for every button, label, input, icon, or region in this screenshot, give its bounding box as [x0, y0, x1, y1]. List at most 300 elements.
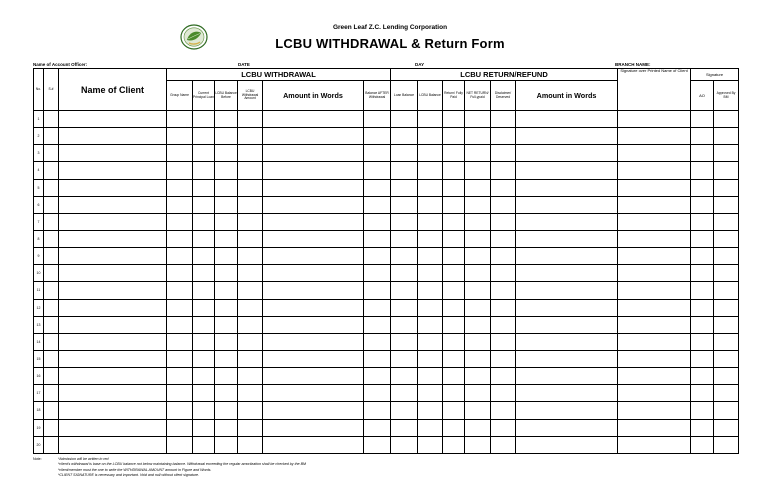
return-fully-paid-field[interactable] [443, 368, 465, 385]
ao-signature-field[interactable] [691, 265, 714, 282]
lcbu-withdrawal-amount-field[interactable] [238, 111, 263, 128]
current-principal-loan-field[interactable] [193, 316, 215, 333]
client-name-field[interactable] [59, 145, 167, 162]
net-return-field[interactable] [465, 436, 491, 453]
return-amount-in-words-field[interactable] [516, 128, 618, 145]
group-name-field[interactable] [167, 350, 193, 367]
return-amount-in-words-field[interactable] [516, 385, 618, 402]
lcbu-balance-field[interactable] [418, 402, 443, 419]
bm-approval-field[interactable] [714, 402, 739, 419]
return-amount-in-words-field[interactable] [516, 368, 618, 385]
lcbu-withdrawal-amount-field[interactable] [238, 333, 263, 350]
client-name-field[interactable] [59, 350, 167, 367]
return-fully-paid-field[interactable] [443, 128, 465, 145]
lcbu-balance-field[interactable] [418, 248, 443, 265]
balance-after-withdrawal-field[interactable] [364, 316, 391, 333]
net-return-field[interactable] [465, 385, 491, 402]
lcbu-withdrawal-amount-field[interactable] [238, 299, 263, 316]
net-return-field[interactable] [465, 402, 491, 419]
client-signature-field[interactable] [618, 196, 691, 213]
loan-balance-field[interactable] [391, 196, 418, 213]
client-name-field[interactable] [59, 436, 167, 453]
lcbu-balance-before-field[interactable] [215, 350, 238, 367]
return-fully-paid-field[interactable] [443, 436, 465, 453]
client-name-field[interactable] [59, 213, 167, 230]
disclaimer-deserved-field[interactable] [491, 196, 516, 213]
lcbu-withdrawal-amount-field[interactable] [238, 385, 263, 402]
return-fully-paid-field[interactable] [443, 316, 465, 333]
return-amount-in-words-field[interactable] [516, 299, 618, 316]
disclaimer-deserved-field[interactable] [491, 265, 516, 282]
group-name-field[interactable] [167, 368, 193, 385]
lcbu-balance-field[interactable] [418, 145, 443, 162]
bm-approval-field[interactable] [714, 316, 739, 333]
lcbu-balance-before-field[interactable] [215, 419, 238, 436]
net-return-field[interactable] [465, 419, 491, 436]
current-principal-loan-field[interactable] [193, 368, 215, 385]
bm-approval-field[interactable] [714, 419, 739, 436]
withdrawal-amount-in-words-field[interactable] [263, 402, 364, 419]
loan-balance-field[interactable] [391, 436, 418, 453]
lcbu-withdrawal-amount-field[interactable] [238, 162, 263, 179]
client-signature-field[interactable] [618, 350, 691, 367]
loan-balance-field[interactable] [391, 419, 418, 436]
balance-after-withdrawal-field[interactable] [364, 402, 391, 419]
return-fully-paid-field[interactable] [443, 145, 465, 162]
bm-approval-field[interactable] [714, 162, 739, 179]
client-name-field[interactable] [59, 316, 167, 333]
return-fully-paid-field[interactable] [443, 333, 465, 350]
lcbu-balance-field[interactable] [418, 436, 443, 453]
lcbu-withdrawal-amount-field[interactable] [238, 213, 263, 230]
withdrawal-amount-in-words-field[interactable] [263, 368, 364, 385]
current-principal-loan-field[interactable] [193, 196, 215, 213]
return-fully-paid-field[interactable] [443, 282, 465, 299]
lcbu-balance-before-field[interactable] [215, 385, 238, 402]
lcbu-withdrawal-amount-field[interactable] [238, 265, 263, 282]
ao-signature-field[interactable] [691, 230, 714, 247]
withdrawal-amount-in-words-field[interactable] [263, 196, 364, 213]
client-name-field[interactable] [59, 368, 167, 385]
lcbu-withdrawal-amount-field[interactable] [238, 248, 263, 265]
client-signature-field[interactable] [618, 230, 691, 247]
loan-balance-field[interactable] [391, 282, 418, 299]
lcbu-balance-before-field[interactable] [215, 230, 238, 247]
lcbu-balance-before-field[interactable] [215, 213, 238, 230]
return-amount-in-words-field[interactable] [516, 333, 618, 350]
ao-signature-field[interactable] [691, 179, 714, 196]
withdrawal-amount-in-words-field[interactable] [263, 145, 364, 162]
return-fully-paid-field[interactable] [443, 385, 465, 402]
return-fully-paid-field[interactable] [443, 248, 465, 265]
client-signature-field[interactable] [618, 111, 691, 128]
net-return-field[interactable] [465, 145, 491, 162]
withdrawal-amount-in-words-field[interactable] [263, 316, 364, 333]
return-fully-paid-field[interactable] [443, 179, 465, 196]
lcbu-balance-field[interactable] [418, 316, 443, 333]
disclaimer-deserved-field[interactable] [491, 111, 516, 128]
disclaimer-deserved-field[interactable] [491, 419, 516, 436]
balance-after-withdrawal-field[interactable] [364, 196, 391, 213]
group-name-field[interactable] [167, 179, 193, 196]
net-return-field[interactable] [465, 128, 491, 145]
lcbu-balance-before-field[interactable] [215, 316, 238, 333]
bm-approval-field[interactable] [714, 333, 739, 350]
balance-after-withdrawal-field[interactable] [364, 333, 391, 350]
loan-balance-field[interactable] [391, 145, 418, 162]
client-name-field[interactable] [59, 299, 167, 316]
return-fully-paid-field[interactable] [443, 299, 465, 316]
lcbu-balance-field[interactable] [418, 196, 443, 213]
return-fully-paid-field[interactable] [443, 419, 465, 436]
client-signature-field[interactable] [618, 419, 691, 436]
disclaimer-deserved-field[interactable] [491, 230, 516, 247]
current-principal-loan-field[interactable] [193, 265, 215, 282]
return-amount-in-words-field[interactable] [516, 179, 618, 196]
lcbu-balance-before-field[interactable] [215, 265, 238, 282]
disclaimer-deserved-field[interactable] [491, 299, 516, 316]
ao-signature-field[interactable] [691, 196, 714, 213]
balance-after-withdrawal-field[interactable] [364, 230, 391, 247]
balance-after-withdrawal-field[interactable] [364, 179, 391, 196]
loan-balance-field[interactable] [391, 265, 418, 282]
net-return-field[interactable] [465, 350, 491, 367]
lcbu-balance-before-field[interactable] [215, 368, 238, 385]
disclaimer-deserved-field[interactable] [491, 316, 516, 333]
bm-approval-field[interactable] [714, 179, 739, 196]
lcbu-balance-field[interactable] [418, 111, 443, 128]
disclaimer-deserved-field[interactable] [491, 179, 516, 196]
disclaimer-deserved-field[interactable] [491, 333, 516, 350]
current-principal-loan-field[interactable] [193, 111, 215, 128]
balance-after-withdrawal-field[interactable] [364, 419, 391, 436]
bm-approval-field[interactable] [714, 436, 739, 453]
ao-signature-field[interactable] [691, 111, 714, 128]
group-name-field[interactable] [167, 248, 193, 265]
withdrawal-amount-in-words-field[interactable] [263, 436, 364, 453]
client-signature-field[interactable] [618, 213, 691, 230]
lcbu-balance-before-field[interactable] [215, 111, 238, 128]
ao-signature-field[interactable] [691, 316, 714, 333]
lcbu-balance-field[interactable] [418, 162, 443, 179]
ao-signature-field[interactable] [691, 436, 714, 453]
net-return-field[interactable] [465, 162, 491, 179]
balance-after-withdrawal-field[interactable] [364, 162, 391, 179]
disclaimer-deserved-field[interactable] [491, 162, 516, 179]
group-name-field[interactable] [167, 265, 193, 282]
balance-after-withdrawal-field[interactable] [364, 436, 391, 453]
return-amount-in-words-field[interactable] [516, 230, 618, 247]
lcbu-balance-before-field[interactable] [215, 145, 238, 162]
withdrawal-amount-in-words-field[interactable] [263, 299, 364, 316]
client-name-field[interactable] [59, 248, 167, 265]
disclaimer-deserved-field[interactable] [491, 368, 516, 385]
net-return-field[interactable] [465, 368, 491, 385]
lcbu-balance-before-field[interactable] [215, 162, 238, 179]
bm-approval-field[interactable] [714, 196, 739, 213]
loan-balance-field[interactable] [391, 402, 418, 419]
lcbu-balance-field[interactable] [418, 368, 443, 385]
group-name-field[interactable] [167, 162, 193, 179]
ao-signature-field[interactable] [691, 128, 714, 145]
lcbu-withdrawal-amount-field[interactable] [238, 196, 263, 213]
return-fully-paid-field[interactable] [443, 350, 465, 367]
bm-approval-field[interactable] [714, 111, 739, 128]
client-signature-field[interactable] [618, 402, 691, 419]
net-return-field[interactable] [465, 196, 491, 213]
lcbu-balance-before-field[interactable] [215, 196, 238, 213]
withdrawal-amount-in-words-field[interactable] [263, 385, 364, 402]
client-name-field[interactable] [59, 265, 167, 282]
lcbu-balance-before-field[interactable] [215, 179, 238, 196]
loan-balance-field[interactable] [391, 111, 418, 128]
return-fully-paid-field[interactable] [443, 265, 465, 282]
ao-signature-field[interactable] [691, 299, 714, 316]
net-return-field[interactable] [465, 265, 491, 282]
client-signature-field[interactable] [618, 265, 691, 282]
balance-after-withdrawal-field[interactable] [364, 385, 391, 402]
group-name-field[interactable] [167, 299, 193, 316]
lcbu-balance-field[interactable] [418, 385, 443, 402]
lcbu-balance-before-field[interactable] [215, 333, 238, 350]
current-principal-loan-field[interactable] [193, 436, 215, 453]
bm-approval-field[interactable] [714, 128, 739, 145]
ao-signature-field[interactable] [691, 162, 714, 179]
lcbu-withdrawal-amount-field[interactable] [238, 316, 263, 333]
group-name-field[interactable] [167, 213, 193, 230]
client-signature-field[interactable] [618, 436, 691, 453]
disclaimer-deserved-field[interactable] [491, 350, 516, 367]
net-return-field[interactable] [465, 111, 491, 128]
client-name-field[interactable] [59, 402, 167, 419]
balance-after-withdrawal-field[interactable] [364, 248, 391, 265]
return-amount-in-words-field[interactable] [516, 402, 618, 419]
current-principal-loan-field[interactable] [193, 179, 215, 196]
return-amount-in-words-field[interactable] [516, 196, 618, 213]
net-return-field[interactable] [465, 213, 491, 230]
loan-balance-field[interactable] [391, 179, 418, 196]
client-signature-field[interactable] [618, 162, 691, 179]
disclaimer-deserved-field[interactable] [491, 282, 516, 299]
bm-approval-field[interactable] [714, 368, 739, 385]
group-name-field[interactable] [167, 230, 193, 247]
loan-balance-field[interactable] [391, 230, 418, 247]
lcbu-balance-field[interactable] [418, 282, 443, 299]
return-amount-in-words-field[interactable] [516, 265, 618, 282]
lcbu-balance-before-field[interactable] [215, 248, 238, 265]
withdrawal-amount-in-words-field[interactable] [263, 213, 364, 230]
lcbu-withdrawal-amount-field[interactable] [238, 128, 263, 145]
return-amount-in-words-field[interactable] [516, 213, 618, 230]
return-amount-in-words-field[interactable] [516, 419, 618, 436]
current-principal-loan-field[interactable] [193, 248, 215, 265]
disclaimer-deserved-field[interactable] [491, 128, 516, 145]
balance-after-withdrawal-field[interactable] [364, 128, 391, 145]
withdrawal-amount-in-words-field[interactable] [263, 282, 364, 299]
withdrawal-amount-in-words-field[interactable] [263, 333, 364, 350]
balance-after-withdrawal-field[interactable] [364, 265, 391, 282]
ao-signature-field[interactable] [691, 333, 714, 350]
net-return-field[interactable] [465, 299, 491, 316]
loan-balance-field[interactable] [391, 368, 418, 385]
lcbu-withdrawal-amount-field[interactable] [238, 402, 263, 419]
return-amount-in-words-field[interactable] [516, 436, 618, 453]
withdrawal-amount-in-words-field[interactable] [263, 350, 364, 367]
client-name-field[interactable] [59, 385, 167, 402]
ao-signature-field[interactable] [691, 350, 714, 367]
lcbu-withdrawal-amount-field[interactable] [238, 282, 263, 299]
bm-approval-field[interactable] [714, 385, 739, 402]
lcbu-withdrawal-amount-field[interactable] [238, 419, 263, 436]
net-return-field[interactable] [465, 333, 491, 350]
return-amount-in-words-field[interactable] [516, 162, 618, 179]
group-name-field[interactable] [167, 145, 193, 162]
ao-signature-field[interactable] [691, 385, 714, 402]
lcbu-balance-before-field[interactable] [215, 128, 238, 145]
return-fully-paid-field[interactable] [443, 162, 465, 179]
current-principal-loan-field[interactable] [193, 333, 215, 350]
lcbu-balance-before-field[interactable] [215, 299, 238, 316]
lcbu-withdrawal-amount-field[interactable] [238, 436, 263, 453]
net-return-field[interactable] [465, 230, 491, 247]
net-return-field[interactable] [465, 316, 491, 333]
loan-balance-field[interactable] [391, 162, 418, 179]
lcbu-balance-field[interactable] [418, 179, 443, 196]
withdrawal-amount-in-words-field[interactable] [263, 248, 364, 265]
current-principal-loan-field[interactable] [193, 145, 215, 162]
bm-approval-field[interactable] [714, 213, 739, 230]
current-principal-loan-field[interactable] [193, 230, 215, 247]
client-signature-field[interactable] [618, 145, 691, 162]
balance-after-withdrawal-field[interactable] [364, 368, 391, 385]
group-name-field[interactable] [167, 419, 193, 436]
loan-balance-field[interactable] [391, 299, 418, 316]
lcbu-balance-field[interactable] [418, 213, 443, 230]
group-name-field[interactable] [167, 436, 193, 453]
return-amount-in-words-field[interactable] [516, 350, 618, 367]
ao-signature-field[interactable] [691, 145, 714, 162]
loan-balance-field[interactable] [391, 316, 418, 333]
current-principal-loan-field[interactable] [193, 213, 215, 230]
ao-signature-field[interactable] [691, 419, 714, 436]
withdrawal-amount-in-words-field[interactable] [263, 162, 364, 179]
balance-after-withdrawal-field[interactable] [364, 145, 391, 162]
lcbu-balance-field[interactable] [418, 350, 443, 367]
client-name-field[interactable] [59, 128, 167, 145]
client-name-field[interactable] [59, 111, 167, 128]
disclaimer-deserved-field[interactable] [491, 402, 516, 419]
loan-balance-field[interactable] [391, 248, 418, 265]
disclaimer-deserved-field[interactable] [491, 213, 516, 230]
client-signature-field[interactable] [618, 368, 691, 385]
loan-balance-field[interactable] [391, 213, 418, 230]
group-name-field[interactable] [167, 316, 193, 333]
bm-approval-field[interactable] [714, 248, 739, 265]
return-amount-in-words-field[interactable] [516, 282, 618, 299]
current-principal-loan-field[interactable] [193, 162, 215, 179]
bm-approval-field[interactable] [714, 145, 739, 162]
bm-approval-field[interactable] [714, 265, 739, 282]
group-name-field[interactable] [167, 402, 193, 419]
lcbu-withdrawal-amount-field[interactable] [238, 145, 263, 162]
client-name-field[interactable] [59, 179, 167, 196]
group-name-field[interactable] [167, 333, 193, 350]
return-fully-paid-field[interactable] [443, 402, 465, 419]
disclaimer-deserved-field[interactable] [491, 145, 516, 162]
client-signature-field[interactable] [618, 128, 691, 145]
return-fully-paid-field[interactable] [443, 111, 465, 128]
return-amount-in-words-field[interactable] [516, 248, 618, 265]
lcbu-withdrawal-amount-field[interactable] [238, 179, 263, 196]
client-name-field[interactable] [59, 162, 167, 179]
disclaimer-deserved-field[interactable] [491, 248, 516, 265]
balance-after-withdrawal-field[interactable] [364, 213, 391, 230]
return-fully-paid-field[interactable] [443, 230, 465, 247]
client-name-field[interactable] [59, 333, 167, 350]
lcbu-balance-field[interactable] [418, 333, 443, 350]
loan-balance-field[interactable] [391, 128, 418, 145]
lcbu-withdrawal-amount-field[interactable] [238, 230, 263, 247]
net-return-field[interactable] [465, 282, 491, 299]
bm-approval-field[interactable] [714, 299, 739, 316]
lcbu-balance-before-field[interactable] [215, 436, 238, 453]
lcbu-withdrawal-amount-field[interactable] [238, 368, 263, 385]
withdrawal-amount-in-words-field[interactable] [263, 128, 364, 145]
balance-after-withdrawal-field[interactable] [364, 350, 391, 367]
lcbu-balance-field[interactable] [418, 230, 443, 247]
withdrawal-amount-in-words-field[interactable] [263, 265, 364, 282]
ao-signature-field[interactable] [691, 368, 714, 385]
current-principal-loan-field[interactable] [193, 402, 215, 419]
group-name-field[interactable] [167, 282, 193, 299]
withdrawal-amount-in-words-field[interactable] [263, 230, 364, 247]
lcbu-balance-before-field[interactable] [215, 402, 238, 419]
current-principal-loan-field[interactable] [193, 350, 215, 367]
client-signature-field[interactable] [618, 316, 691, 333]
balance-after-withdrawal-field[interactable] [364, 111, 391, 128]
client-signature-field[interactable] [618, 333, 691, 350]
loan-balance-field[interactable] [391, 385, 418, 402]
bm-approval-field[interactable] [714, 350, 739, 367]
disclaimer-deserved-field[interactable] [491, 436, 516, 453]
balance-after-withdrawal-field[interactable] [364, 299, 391, 316]
ao-signature-field[interactable] [691, 402, 714, 419]
group-name-field[interactable] [167, 196, 193, 213]
current-principal-loan-field[interactable] [193, 419, 215, 436]
lcbu-balance-field[interactable] [418, 265, 443, 282]
client-name-field[interactable] [59, 230, 167, 247]
bm-approval-field[interactable] [714, 230, 739, 247]
client-signature-field[interactable] [618, 248, 691, 265]
current-principal-loan-field[interactable] [193, 128, 215, 145]
client-signature-field[interactable] [618, 179, 691, 196]
lcbu-balance-field[interactable] [418, 419, 443, 436]
lcbu-balance-before-field[interactable] [215, 282, 238, 299]
ao-signature-field[interactable] [691, 248, 714, 265]
client-signature-field[interactable] [618, 299, 691, 316]
return-fully-paid-field[interactable] [443, 213, 465, 230]
ao-signature-field[interactable] [691, 282, 714, 299]
net-return-field[interactable] [465, 179, 491, 196]
group-name-field[interactable] [167, 128, 193, 145]
return-amount-in-words-field[interactable] [516, 145, 618, 162]
loan-balance-field[interactable] [391, 333, 418, 350]
return-fully-paid-field[interactable] [443, 196, 465, 213]
current-principal-loan-field[interactable] [193, 299, 215, 316]
current-principal-loan-field[interactable] [193, 282, 215, 299]
return-amount-in-words-field[interactable] [516, 111, 618, 128]
disclaimer-deserved-field[interactable] [491, 385, 516, 402]
